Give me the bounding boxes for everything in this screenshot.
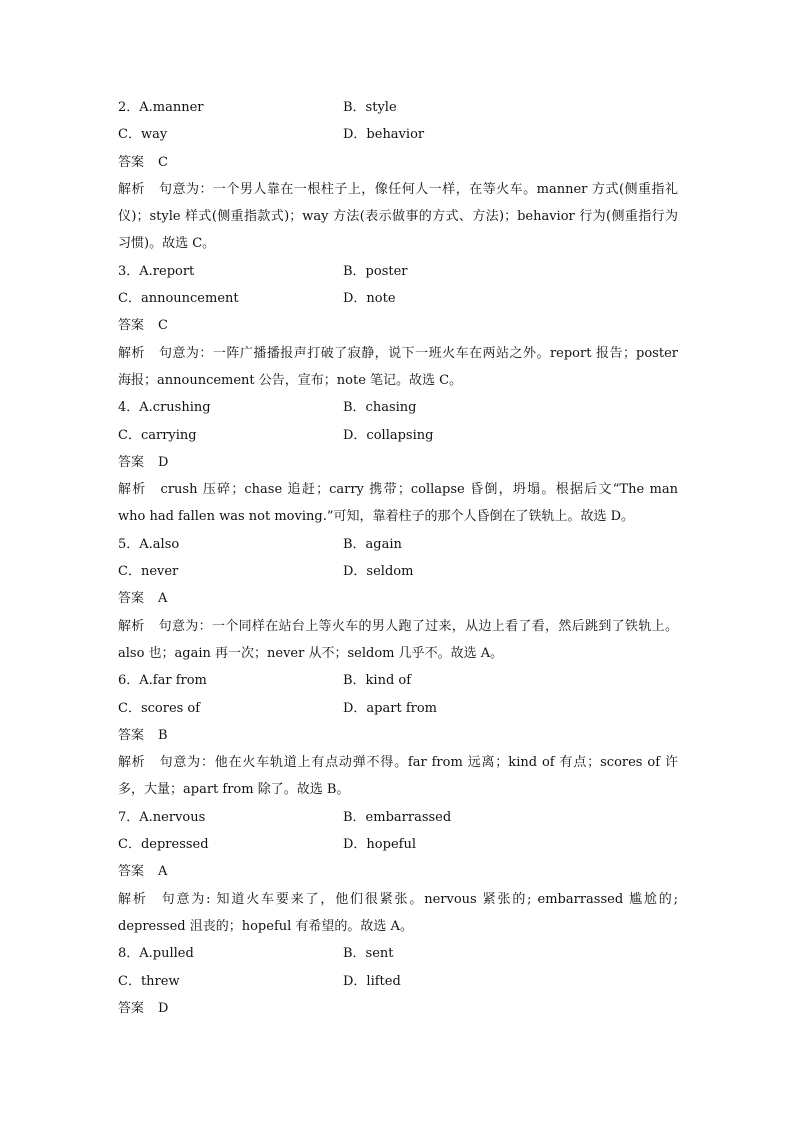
answer-value: A — [158, 591, 168, 607]
question-block — [118, 804, 678, 940]
option-text: B．chasing — [343, 400, 417, 416]
options-row — [118, 121, 678, 148]
option-text: D．apart from — [343, 700, 437, 716]
option-text: B．kind of — [343, 673, 412, 689]
analysis-label: 解析 — [118, 181, 145, 197]
answer-label: 答案 — [118, 591, 145, 607]
option-text: C．carrying — [118, 427, 197, 443]
options-row — [118, 968, 678, 995]
document-body — [118, 94, 678, 1022]
option-text: 8．A.pulled — [118, 946, 194, 962]
options-row — [118, 258, 678, 285]
option-text: 7．A.nervous — [118, 809, 206, 825]
option-text: C．never — [118, 564, 179, 580]
answer-line — [118, 585, 678, 612]
option-text: B．sent — [343, 946, 394, 962]
answer-value: D — [158, 454, 169, 470]
answer-value: A — [158, 864, 168, 880]
analysis-paragraph — [118, 749, 678, 804]
answer-value: C — [158, 318, 168, 334]
answer-label: 答案 — [118, 318, 145, 334]
options-row — [118, 285, 678, 312]
answer-line — [118, 312, 678, 339]
question-block — [118, 531, 678, 667]
analysis-label: 解析 — [118, 345, 145, 361]
analysis-paragraph — [118, 886, 678, 941]
analysis-paragraph — [118, 476, 678, 531]
option-text: C．depressed — [118, 837, 209, 853]
options-row — [118, 531, 678, 558]
option-text: D．behavior — [343, 127, 425, 143]
answer-label: 答案 — [118, 864, 145, 880]
analysis-label: 解析 — [118, 482, 147, 498]
analysis-text: 句意为：他在火车轨道上有点动弹不得。far from 远离；kind of 有点；scores of 许多，大量；apart from 除了。故选 B。 — [118, 755, 678, 798]
option-text: 5．A.also — [118, 536, 180, 552]
options-row — [118, 94, 678, 121]
option-text: D．note — [343, 291, 396, 307]
option-text: B．again — [343, 536, 402, 552]
options-row — [118, 667, 678, 694]
analysis-label: 解析 — [118, 755, 146, 771]
options-row — [118, 831, 678, 858]
answer-line — [118, 722, 678, 749]
option-text: D．hopeful — [343, 837, 416, 853]
option-text: B．style — [343, 100, 397, 115]
option-text: C．announcement — [118, 291, 239, 307]
answer-line — [118, 449, 678, 476]
options-row — [118, 940, 678, 967]
answer-line — [118, 995, 678, 1022]
analysis-text: crush 压碎；chase 追赶；carry 携带；collapse 昏倒，坍塌。根据后文“The man who had fallen was not moving.”可知，靠着柱子的那个人昏倒在了铁轨上。故选 D。 — [118, 482, 678, 525]
question-block — [118, 258, 678, 394]
question-block — [118, 394, 678, 530]
option-text: C．scores of — [118, 700, 201, 716]
question-block — [118, 94, 678, 258]
option-text: 6．A.far from — [118, 673, 207, 689]
analysis-paragraph — [118, 340, 678, 395]
options-row — [118, 695, 678, 722]
question-block — [118, 940, 678, 1022]
option-text: D．seldom — [343, 564, 414, 580]
analysis-text: 句意为：一个男人靠在一根柱子上，像任何人一样，在等火车。manner 方式(侧重指礼仪)；style 样式(侧重指款式)；way 方法(表示做事的方式、方法)；behavior 行为(侧重指行为习惯)。故选 C。 — [118, 181, 678, 252]
options-row — [118, 558, 678, 585]
options-row — [118, 422, 678, 449]
answer-value: C — [158, 154, 168, 170]
analysis-text: 句意为：一个同样在站台上等火车的男人跑了过来，从边上看了看，然后跳到了铁轨上。also 也；again 再一次；never 从不；seldom 几乎不。故选 A。 — [118, 618, 678, 661]
analysis-paragraph — [118, 176, 678, 258]
answer-value: D — [158, 1000, 169, 1016]
option-text: B．poster — [343, 263, 408, 279]
answer-label: 答案 — [118, 1000, 145, 1016]
answer-label: 答案 — [118, 727, 145, 743]
analysis-text: 句意为：一阵广播播报声打破了寂静，说下一班火车在两站之外。report 报告；poster 海报；announcement 公告，宣布；note 笔记。故选 C。 — [118, 345, 678, 388]
analysis-paragraph — [118, 613, 678, 668]
answer-label: 答案 — [118, 154, 145, 170]
option-text: 3．A.report — [118, 263, 195, 279]
option-text: D．collapsing — [343, 427, 434, 443]
options-row — [118, 394, 678, 421]
option-text: C．threw — [118, 973, 180, 989]
question-block — [118, 667, 678, 803]
analysis-label: 解析 — [118, 891, 148, 907]
options-row — [118, 804, 678, 831]
option-text: 4．A.crushing — [118, 400, 211, 416]
analysis-label: 解析 — [118, 618, 145, 634]
analysis-text: 句意为: 知道火车要来了，他们很紧张。nervous 紧张的; embarrassed 尴尬的; depressed 沮丧的；hopeful 有希望的。故选 A。 — [118, 891, 678, 934]
answer-line — [118, 149, 678, 176]
option-text: B．embarrassed — [343, 809, 452, 825]
option-text: 2．A.manner — [118, 100, 204, 115]
answer-label: 答案 — [118, 454, 145, 470]
option-text: D．lifted — [343, 973, 401, 989]
answer-value: B — [158, 727, 168, 743]
answer-line — [118, 858, 678, 885]
option-text: C．way — [118, 127, 168, 143]
